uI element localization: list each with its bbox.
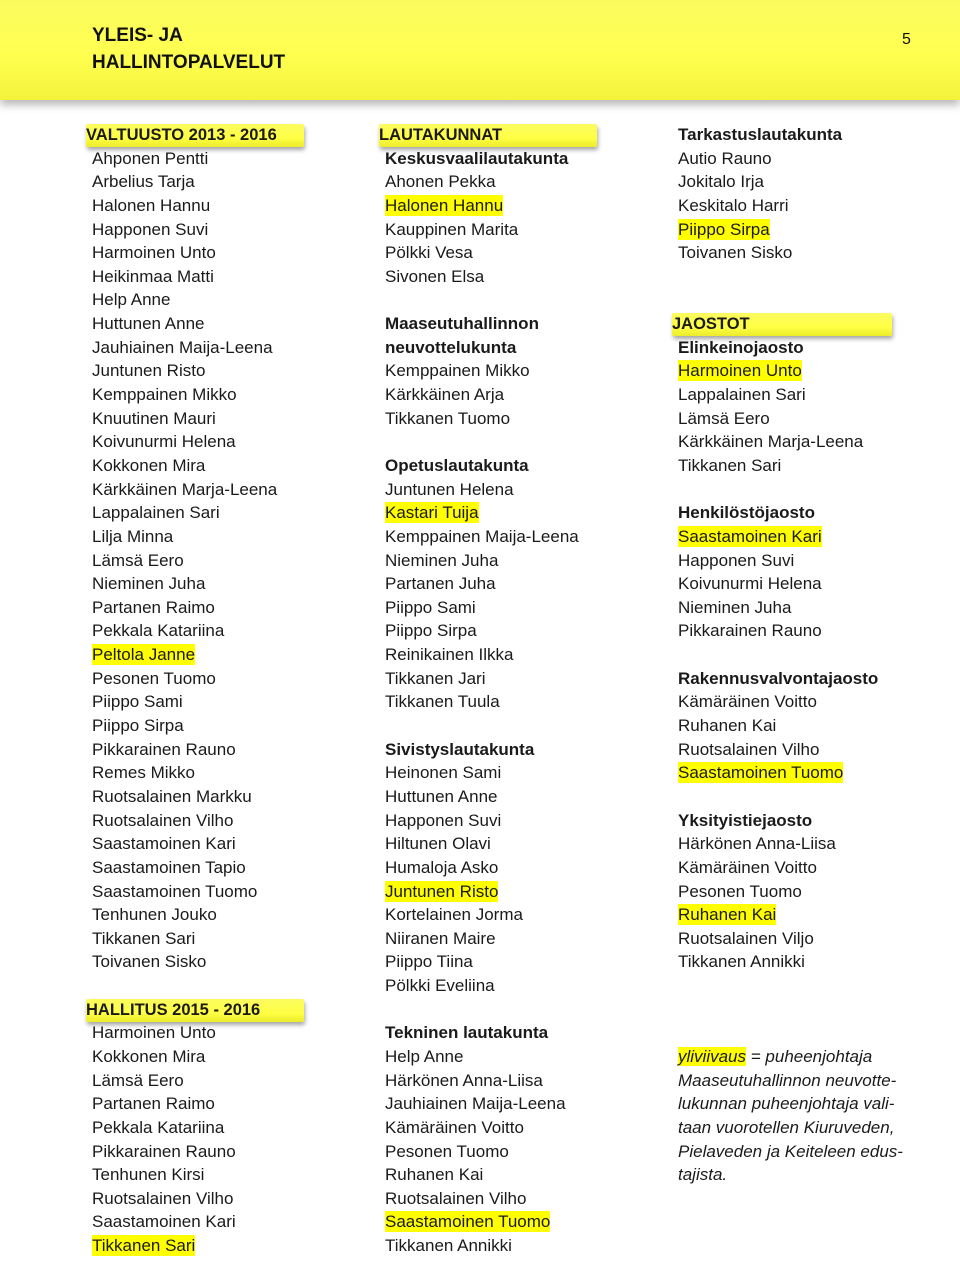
member-name-text: Ahonen Pekka <box>385 172 496 192</box>
member-name-text: Piippo Sami <box>92 692 183 712</box>
member-name-text: Heikinmaa Matti <box>92 266 214 286</box>
member-name <box>678 856 918 880</box>
member-name <box>678 572 918 596</box>
member-name-text: Heinonen Sami <box>385 763 502 783</box>
member-name <box>385 974 635 998</box>
section-banner <box>379 123 635 147</box>
member-name <box>385 856 635 880</box>
member-name-text: Kortelainen Jorma <box>385 905 523 925</box>
section-banner <box>86 123 332 147</box>
committee-heading-text: Maaseutuhallinnon <box>385 314 539 334</box>
member-name <box>385 1234 635 1258</box>
member-name-chair <box>385 880 635 904</box>
member-name-chair <box>678 218 918 242</box>
member-name <box>678 596 918 620</box>
member-name <box>385 950 635 974</box>
member-name-text: Tikkanen Sari <box>92 1236 196 1256</box>
member-name <box>385 1116 635 1140</box>
committee-heading-text: neuvottelukunta <box>385 337 517 357</box>
member-name <box>92 927 332 951</box>
note-line: Pielaveden ja Keiteleen edus- <box>678 1141 903 1161</box>
member-name-text: Kärkkäinen Arja <box>385 385 505 405</box>
member-name <box>385 478 635 502</box>
member-name-text: Lappalainen Sari <box>678 385 806 405</box>
blank-line <box>385 430 635 454</box>
member-name <box>678 832 918 856</box>
member-name-text: Tikkanen Tuomo <box>385 408 511 428</box>
member-name <box>385 1163 635 1187</box>
member-name-text: Kärkkäinen Marja-Leena <box>678 432 864 452</box>
member-name-text: Help Anne <box>385 1046 464 1066</box>
legend-key: yliviivaus <box>678 1047 747 1066</box>
member-name-text: Pesonen Tuomo <box>385 1141 509 1161</box>
member-name <box>92 714 332 738</box>
member-name <box>92 1116 332 1140</box>
member-name-text: Reinikainen Ilkka <box>385 645 514 665</box>
member-name <box>385 1140 635 1164</box>
committee-heading-text: Keskusvaalilautakunta <box>385 148 569 168</box>
member-name <box>92 170 332 194</box>
page-number: 5 <box>902 31 911 48</box>
note-line: Maaseutuhallinnon neuvotte- <box>678 1070 897 1090</box>
committee-heading <box>385 738 635 762</box>
member-name-text: Tikkanen Tuula <box>385 692 500 712</box>
member-name-text: Tikkanen Sari <box>92 928 196 948</box>
member-name <box>385 170 635 194</box>
member-name <box>92 1163 332 1187</box>
member-name-text: Lilja Minna <box>92 526 174 546</box>
member-name <box>92 383 332 407</box>
member-name-text: Lämsä Eero <box>678 408 770 428</box>
member-name <box>385 643 635 667</box>
blank-line <box>92 974 332 998</box>
chair-note <box>678 1045 938 1187</box>
member-name-text: Lämsä Eero <box>92 550 184 570</box>
member-name <box>92 667 332 691</box>
member-name-text: Partanen Raimo <box>92 1094 215 1114</box>
member-name-text: Saastamoinen Tuomo <box>385 1212 551 1232</box>
member-name <box>678 454 918 478</box>
member-name <box>678 241 918 265</box>
member-name-text: Ruotsalainen Vilho <box>385 1188 527 1208</box>
member-name-text: Lappalainen Sari <box>92 503 220 523</box>
member-name <box>92 478 332 502</box>
member-name-text: Toivanen Sisko <box>678 243 793 263</box>
member-name <box>385 690 635 714</box>
member-name <box>92 619 332 643</box>
member-name-chair <box>385 1210 635 1234</box>
member-name-text: Kastari Tuija <box>385 503 479 523</box>
committees-column <box>379 123 635 1258</box>
member-name <box>92 1021 332 1045</box>
member-name-text: Koivunurmi Helena <box>92 432 236 452</box>
member-name <box>92 1045 332 1069</box>
member-name-text: Harmoinen Unto <box>678 361 802 381</box>
note-line: taan vuorotellen Kiuruveden, <box>678 1117 895 1137</box>
member-name-text: Kämäräinen Voitto <box>385 1117 524 1137</box>
member-name-text: Arbelius Tarja <box>92 172 195 192</box>
member-name <box>678 714 918 738</box>
member-name <box>92 785 332 809</box>
committee-heading <box>678 809 918 833</box>
member-name-text: Nieminen Juha <box>92 574 206 594</box>
member-name-text: Pölkki Eveliina <box>385 976 495 996</box>
committee-heading-text: Sivistyslautakunta <box>385 739 535 759</box>
legend-line <box>678 1045 938 1069</box>
section-title <box>92 22 285 76</box>
committee-heading-text: Yksityistiejaosto <box>678 810 813 830</box>
committee-heading-text: Opetuslautakunta <box>385 455 529 475</box>
section-banner-label: JAOSTOT <box>672 313 892 336</box>
member-name <box>92 856 332 880</box>
member-name <box>92 194 332 218</box>
member-name-text: Ruhanen Kai <box>385 1165 484 1185</box>
member-name-text: Hiltunen Olavi <box>385 834 491 854</box>
committee-heading-text: Henkilöstöjaosto <box>678 503 815 523</box>
council-column <box>86 123 332 1258</box>
member-name-text: Harmoinen Unto <box>92 243 216 263</box>
blank-line <box>385 288 635 312</box>
member-name-text: Tikkanen Annikki <box>385 1236 512 1256</box>
member-name <box>678 738 918 762</box>
member-name-chair <box>92 643 332 667</box>
committee-heading <box>385 1021 635 1045</box>
member-name <box>92 359 332 383</box>
member-name-text: Pesonen Tuomo <box>678 881 802 901</box>
member-name-text: Ruhanen Kai <box>678 905 777 925</box>
member-name <box>678 619 918 643</box>
member-name-text: Saastamoinen Tuomo <box>92 881 258 901</box>
member-name-text: Remes Mikko <box>92 763 195 783</box>
committee-heading <box>385 147 635 171</box>
member-name <box>678 880 918 904</box>
member-name-text: Ruotsalainen Vilho <box>678 739 820 759</box>
member-name-text: Humaloja Asko <box>385 857 499 877</box>
member-name-chair <box>678 903 918 927</box>
member-name-text: Huttunen Anne <box>92 314 205 334</box>
member-name <box>92 265 332 289</box>
member-name-text: Saastamoinen Kari <box>678 526 822 546</box>
member-name-text: Pekkala Katariina <box>92 1117 225 1137</box>
member-name <box>678 690 918 714</box>
member-name-text: Ahponen Pentti <box>92 148 209 168</box>
section-title-line1: YLEIS- JA <box>92 25 183 46</box>
member-name <box>92 312 332 336</box>
member-name <box>385 265 635 289</box>
member-name <box>92 809 332 833</box>
member-name <box>92 903 332 927</box>
member-name-text: Halonen Hannu <box>385 195 504 215</box>
member-name-text: Ruotsalainen Vilho <box>92 1188 234 1208</box>
member-name <box>678 950 918 974</box>
member-name-text: Kemppainen Maija-Leena <box>385 526 579 546</box>
member-name-text: Happonen Suvi <box>92 219 209 239</box>
member-name <box>678 170 918 194</box>
section-banner-label: VALTUUSTO 2013 - 2016 <box>86 124 304 147</box>
member-name-text: Lämsä Eero <box>92 1070 184 1090</box>
member-name <box>385 927 635 951</box>
member-name-text: Pekkala Katariina <box>92 621 225 641</box>
member-name-text: Pikkarainen Rauno <box>92 739 236 759</box>
member-name <box>385 241 635 265</box>
member-name-text: Jauhiainen Maija-Leena <box>385 1094 566 1114</box>
member-name-text: Tenhunen Kirsi <box>92 1165 205 1185</box>
member-name <box>678 927 918 951</box>
committee-heading <box>385 312 635 336</box>
blank-line <box>678 288 918 312</box>
member-name <box>92 1140 332 1164</box>
blank-line <box>678 265 918 289</box>
member-name <box>385 218 635 242</box>
member-name <box>92 761 332 785</box>
member-name <box>678 430 918 454</box>
member-name-text: Tenhunen Jouko <box>92 905 217 925</box>
member-name-text: Peltola Janne <box>92 645 196 665</box>
member-name-text: Piippo Tiina <box>385 952 473 972</box>
member-name-text: Harmoinen Unto <box>92 1023 216 1043</box>
member-name-text: Pölkki Vesa <box>385 243 473 263</box>
member-name <box>385 667 635 691</box>
member-name-text: Tikkanen Sari <box>678 455 782 475</box>
member-name-text: Pesonen Tuomo <box>92 668 216 688</box>
section-banner <box>86 998 332 1022</box>
member-name-chair <box>385 194 635 218</box>
blank-line <box>385 714 635 738</box>
member-name-text: Kokkonen Mira <box>92 1046 206 1066</box>
member-name-text: Kämäräinen Voitto <box>678 692 817 712</box>
committee-heading <box>678 123 918 147</box>
member-name <box>678 147 918 171</box>
section-title-line2: HALLINTOPALVELUT <box>92 52 286 73</box>
page-header <box>0 0 960 100</box>
member-name-text: Juntunen Helena <box>385 479 514 499</box>
member-name <box>92 549 332 573</box>
committee-heading-text: Rakennusvalvontajaosto <box>678 668 879 688</box>
member-name <box>385 359 635 383</box>
blank-line <box>385 998 635 1022</box>
member-name <box>385 525 635 549</box>
member-name <box>92 1187 332 1211</box>
member-name-text: Nieminen Juha <box>385 550 499 570</box>
member-name-text: Kauppinen Marita <box>385 219 519 239</box>
member-name-text: Jauhiainen Maija-Leena <box>92 337 273 357</box>
member-name-text: Ruotsalainen Viljo <box>678 928 814 948</box>
member-name <box>385 832 635 856</box>
member-name-text: Kämäräinen Voitto <box>678 857 817 877</box>
member-name <box>385 1045 635 1069</box>
member-name <box>92 738 332 762</box>
member-name-text: Juntunen Risto <box>385 881 499 901</box>
blank-line <box>678 974 918 998</box>
blank-line <box>678 785 918 809</box>
member-name-chair <box>678 359 918 383</box>
member-name <box>92 950 332 974</box>
member-name-text: Ruhanen Kai <box>678 716 777 736</box>
member-name <box>678 194 918 218</box>
member-name-text: Piippo Sirpa <box>385 621 477 641</box>
member-name <box>385 1069 635 1093</box>
member-name-text: Piippo Sirpa <box>678 219 770 239</box>
member-name-text: Kemppainen Mikko <box>385 361 530 381</box>
member-name-text: Knuutinen Mauri <box>92 408 216 428</box>
member-name <box>92 832 332 856</box>
member-name-text: Nieminen Juha <box>678 597 792 617</box>
committee-heading <box>678 667 918 691</box>
member-name <box>92 880 332 904</box>
member-name <box>92 525 332 549</box>
member-name <box>678 407 918 431</box>
committee-heading-text: Elinkeinojaosto <box>678 337 804 357</box>
member-name-text: Saastamoinen Tapio <box>92 857 246 877</box>
note-line: lukunnan puheenjohtaja vali- <box>678 1094 895 1114</box>
member-name <box>92 147 332 171</box>
note-line: tajista. <box>678 1165 728 1185</box>
member-name-text: Saastamoinen Tuomo <box>678 763 844 783</box>
member-name <box>92 407 332 431</box>
member-name-text: Koivunurmi Helena <box>678 574 822 594</box>
member-name <box>385 596 635 620</box>
member-name <box>385 619 635 643</box>
member-name <box>92 430 332 454</box>
member-name-chair <box>678 525 918 549</box>
member-name <box>92 501 332 525</box>
member-name-text: Ruotsalainen Markku <box>92 786 252 806</box>
member-name <box>678 383 918 407</box>
committee-heading <box>385 336 635 360</box>
member-name-text: Jokitalo Irja <box>678 172 764 192</box>
committee-heading-text: Tarkastuslautakunta <box>678 125 843 144</box>
blank-line <box>678 998 918 1022</box>
section-banner-label: LAUTAKUNNAT <box>379 124 597 147</box>
member-name <box>92 1092 332 1116</box>
member-name-text: Kärkkäinen Marja-Leena <box>92 479 278 499</box>
committee-heading-text: Tekninen lautakunta <box>385 1023 549 1043</box>
member-name <box>92 596 332 620</box>
member-name-text: Juntunen Risto <box>92 361 206 381</box>
member-name <box>385 1187 635 1211</box>
section-banner-label: HALLITUS 2015 - 2016 <box>86 999 304 1022</box>
member-name <box>385 1092 635 1116</box>
member-name <box>92 572 332 596</box>
member-name <box>92 241 332 265</box>
member-name-text: Huttunen Anne <box>385 786 498 806</box>
member-name-text: Piippo Sami <box>385 597 476 617</box>
member-name-chair <box>92 1234 332 1258</box>
member-name-text: Pikkarainen Rauno <box>92 1141 236 1161</box>
member-name-text: Halonen Hannu <box>92 195 211 215</box>
member-name <box>92 1069 332 1093</box>
member-name <box>385 572 635 596</box>
committee-heading <box>678 336 918 360</box>
member-name-text: Partanen Juha <box>385 574 496 594</box>
member-name-text: Tikkanen Jari <box>385 668 486 688</box>
member-name <box>92 454 332 478</box>
member-name-chair <box>678 761 918 785</box>
member-name-text: Kemppainen Mikko <box>92 385 237 405</box>
member-name <box>92 218 332 242</box>
member-name <box>92 690 332 714</box>
member-name <box>678 549 918 573</box>
member-name-text: Toivanen Sisko <box>92 952 207 972</box>
member-name-text: Sivonen Elsa <box>385 266 485 286</box>
member-name <box>385 761 635 785</box>
member-name-text: Piippo Sirpa <box>92 716 184 736</box>
member-name-text: Help Anne <box>92 290 171 310</box>
member-name <box>385 809 635 833</box>
member-name-text: Happonen Suvi <box>678 550 795 570</box>
member-name-text: Happonen Suvi <box>385 810 502 830</box>
member-name <box>385 549 635 573</box>
section-banner <box>672 312 918 336</box>
member-name-text: Partanen Raimo <box>92 597 215 617</box>
member-name-text: Ruotsalainen Vilho <box>92 810 234 830</box>
committee-heading <box>678 501 918 525</box>
legend-text: = puheenjohtaja <box>746 1047 873 1066</box>
member-name <box>92 336 332 360</box>
member-name-chair <box>385 501 635 525</box>
member-name <box>385 383 635 407</box>
member-name-text: Autio Rauno <box>678 148 772 168</box>
member-name-text: Härkönen Anna-Liisa <box>385 1070 543 1090</box>
audit-and-sections-column <box>672 123 918 1045</box>
member-name <box>385 903 635 927</box>
member-name-text: Kokkonen Mira <box>92 455 206 475</box>
member-name-text: Saastamoinen Kari <box>92 834 236 854</box>
member-name-text: Tikkanen Annikki <box>678 952 805 972</box>
committee-heading <box>385 454 635 478</box>
member-name-text: Niiranen Maire <box>385 928 496 948</box>
blank-line <box>678 1021 918 1045</box>
member-name-text: Saastamoinen Kari <box>92 1212 236 1232</box>
member-name-text: Härkönen Anna-Liisa <box>678 834 836 854</box>
member-name <box>385 785 635 809</box>
blank-line <box>678 478 918 502</box>
member-name <box>385 407 635 431</box>
member-name <box>92 1210 332 1234</box>
member-name-text: Pikkarainen Rauno <box>678 621 822 641</box>
blank-line <box>678 643 918 667</box>
member-name <box>92 288 332 312</box>
member-name-text: Keskitalo Harri <box>678 195 789 215</box>
